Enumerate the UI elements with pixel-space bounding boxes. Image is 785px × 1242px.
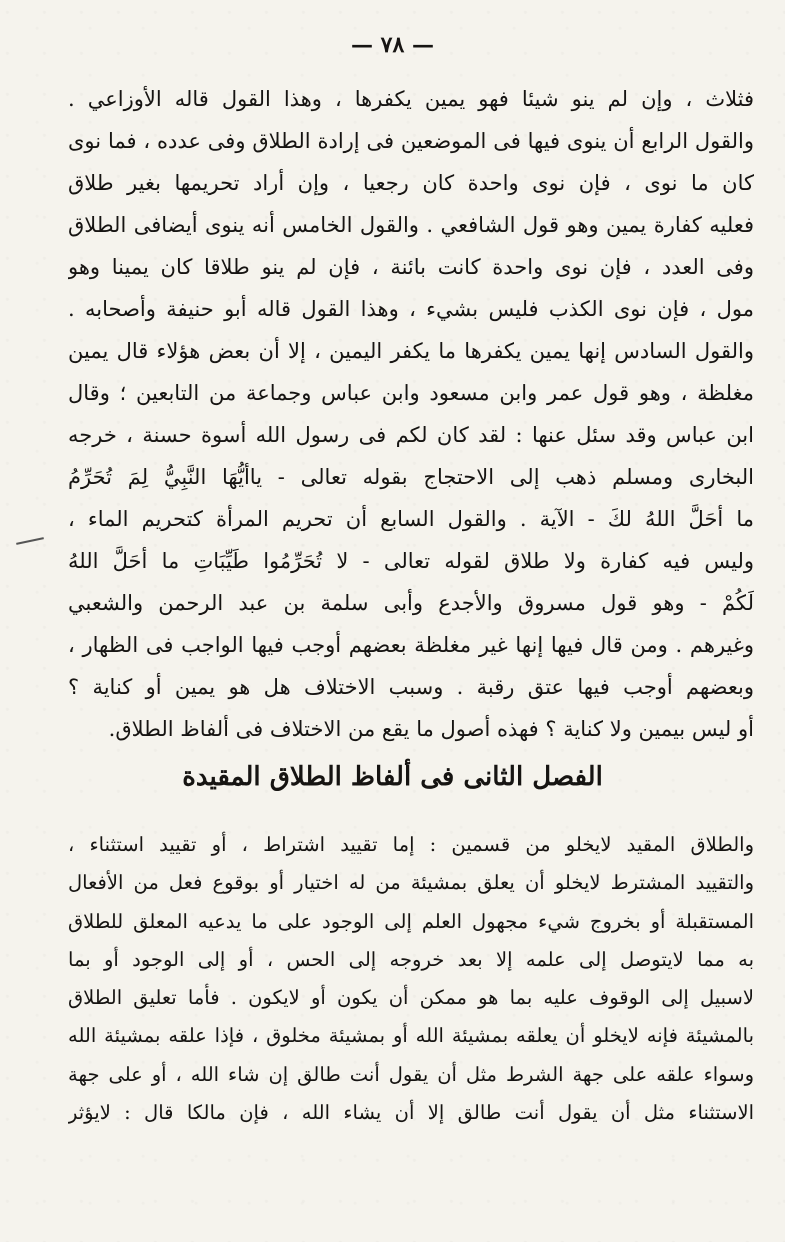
text-line: مغلظة ، وهو قول عمر وابن مسعود وابن عباس وجماعة من التابعين ؛ وقال: [68, 381, 754, 405]
text-line: وبعضهم أوجب فيها عتق رقبة . وسبب الاختلاف هل هو يمين أو كناية ؟: [68, 675, 754, 699]
text-line: فعليه كفارة يمين وهو قول الشافعي . والقول الخامس أنه ينوى أيضافى الطلاق: [68, 213, 754, 237]
text-line: وغيرهم . ومن قال فيها إنها غير مغلظة بعضهم أوجب فيها الواجب فى الظهار ،: [68, 633, 754, 657]
text-line: وسواء علقه على جهة الشرط مثل أن يقول أنت طالق إن شاء الله ، أو على جهة: [68, 1062, 754, 1086]
text-line: كان ما نوى ، فإن نوى واحدة كان رجعيا ، وإن أراد تحريمها بغير طلاق: [68, 171, 754, 195]
text-line: بالمشيئة فإنه لايخلو أن يعلقه بمشيئة الله أو بمشيئة مخلوق ، فإذا علقه بمشيئة الله: [68, 1024, 754, 1048]
text-line: به مما لايتوصل إلى علمه إلا بعد خروجه إلى الحس ، أو إلى الوجود أو بما: [68, 947, 754, 971]
text-line: فثلاث ، وإن لم ينو شيئا فهو يمين يكفرها ، وهذا القول قاله الأوزاعي .: [68, 87, 754, 111]
text-line: وليس فيه كفارة ولا طلاق لقوله تعالى - لا تُحَرِّمُوا طَيِّبَاتِ ما أحَلَّ اللهُ: [68, 549, 754, 573]
paragraph-2: [68, 826, 754, 1132]
text-line: أو ليس بيمين ولا كناية ؟ فهذه أصول ما يقع من الاختلاف فى ألفاظ الطلاق.: [108, 717, 754, 741]
text-line: الاستثناء مثل أن يقول أنت طالق إلا أن يشاء الله ، فإن مالكا قال : لايؤثر: [68, 1101, 754, 1125]
text-line: ابن عباس وقد سئل عنها : لقد كان لكم فى رسول الله أسوة حسنة ، خرجه: [68, 423, 754, 447]
paragraph-1: [68, 78, 754, 750]
text-line: البخارى ومسلم ذهب إلى الاحتجاج بقوله تعالى - ياأيُّهَا النَّبِيُّ لِمَ تُحَرِّمُ: [68, 465, 754, 489]
text-line: وفى العدد ، فإن نوى واحدة كانت بائنة ، فإن لم ينو طلاقا كان يمينا وهو: [68, 255, 754, 279]
text-line: والتقييد المشترط لايخلو أن يعلق بمشيئة من له اختيار أو بوقوع فعل من الأفعال: [68, 871, 754, 895]
text-line: مول ، فإن نوى الكذب فليس بشيء ، وهذا القول قاله أبو حنيفة وأصحابه .: [68, 297, 754, 321]
margin-dash-mark: [16, 537, 44, 545]
page-number: — ٧٨ —: [351, 32, 434, 58]
text-line: لاسبيل إلى الوقوف عليه بما هو ممكن أن يكون أو لايكون . فأما تعليق الطلاق: [68, 986, 754, 1010]
text-line: ما أحَلَّ اللهُ لكَ - الآية . والقول السابع أن تحريم المرأة كتحريم الماء ،: [68, 507, 754, 531]
text-line: والقول الرابع أن ينوى فيها فى الموضعين فى إرادة الطلاق وفى عدده ، فما نوى: [68, 129, 754, 153]
text-line: والطلاق المقيد لايخلو من قسمين : إما تقييد اشتراط ، أو تقييد استثناء ،: [68, 833, 754, 856]
text-line: لَكُمْ - وهو قول مسروق والأجدع وأبى سلمة بن عبد الرحمن والشعبي: [68, 591, 754, 615]
section-heading: الفصل الثانى فى ألفاظ الطلاق المقيدة: [182, 762, 603, 792]
text-line: والقول السادس إنها يمين يكفرها ما يكفر اليمين ، إلا أن بعض هؤلاء قال يمين: [68, 339, 754, 363]
text-line: المستقبلة أو بخروج شيء مجهول العلم إلى الوجود على ما يدعيه المعلق للطلاق: [68, 909, 754, 933]
